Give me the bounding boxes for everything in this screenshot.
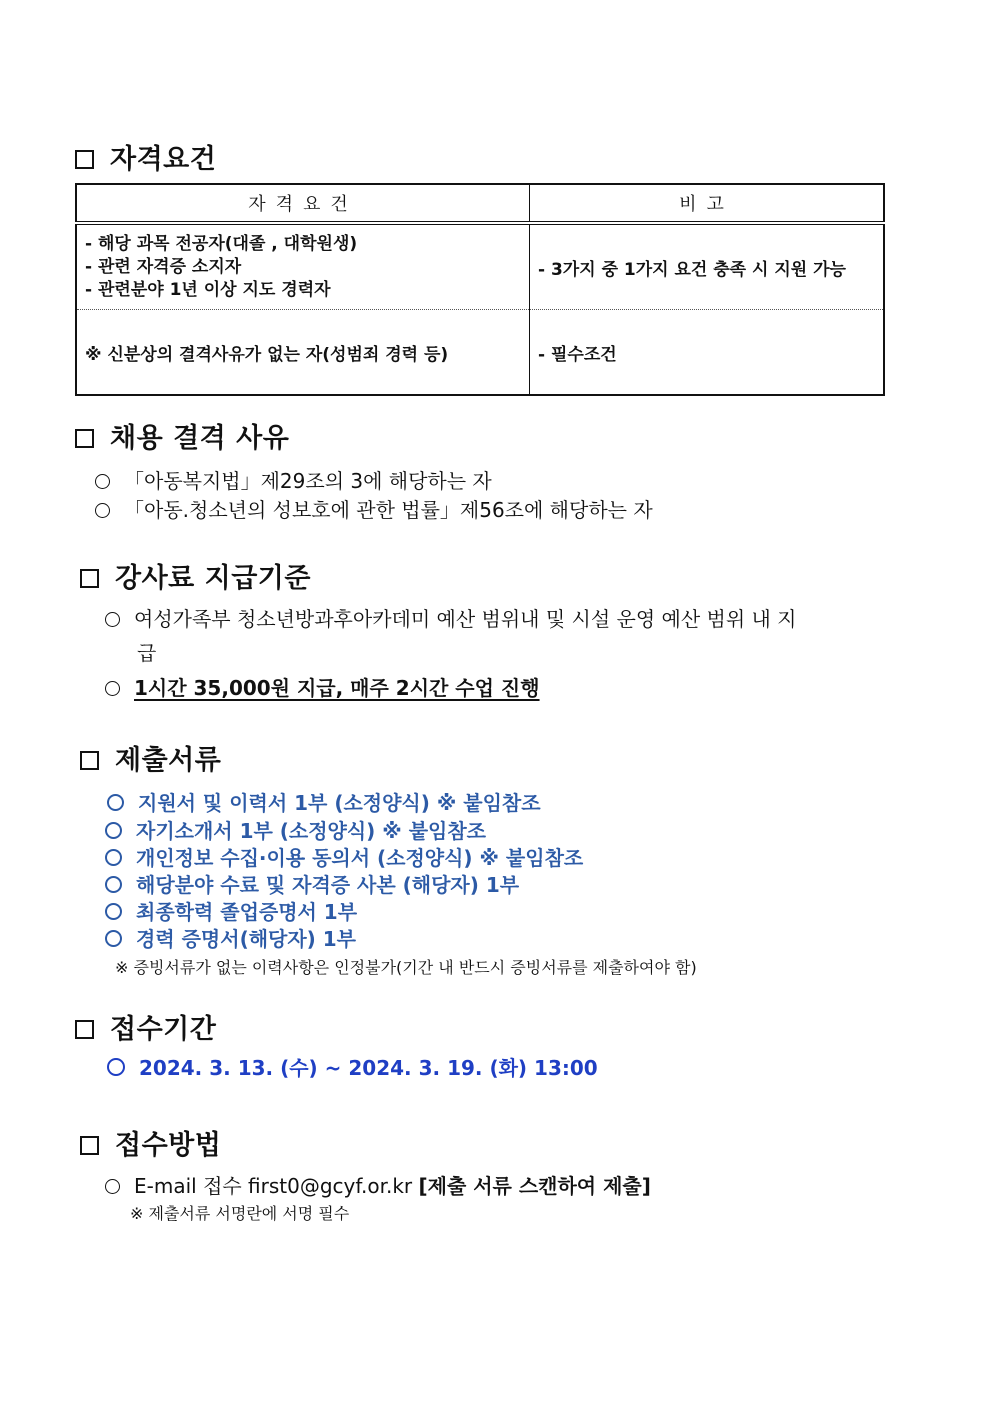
table-row — [76, 223, 884, 310]
period-heading: 접수기간 — [75, 1007, 216, 1046]
method-item: E-mail 접수 first0@gcyf.or.kr [제출 서류 스캔하여 제출] — [105, 1170, 651, 1199]
list-item: 「아동복지법」제29조의 3에 해당하는 자 — [95, 465, 492, 494]
circle-bullet-icon — [95, 503, 110, 518]
checkbox-square-icon — [80, 1136, 99, 1155]
circle-bullet-icon — [105, 822, 122, 839]
qualifications-table — [75, 183, 885, 396]
checkbox-square-icon — [80, 751, 99, 770]
note-cell: - 필수조건 — [538, 344, 617, 365]
list-item: 경력 증명서(해당자) 1부 — [105, 923, 356, 952]
list-item-continuation: 급 — [137, 641, 157, 665]
circle-bullet-icon — [105, 903, 122, 920]
checkbox-square-icon — [75, 1020, 94, 1039]
requirements-cell: ※ 신분상의 결격사유가 없는 자(성범죄 경력 등) — [76, 310, 530, 396]
list-item: 「아동.청소년의 성보호에 관한 법률」제56조에 해당하는 자 — [95, 494, 653, 523]
circle-bullet-icon — [107, 1058, 125, 1076]
list-item: 지원서 및 이력서 1부 (소정양식) ※ 붙임참조 — [107, 787, 541, 816]
circle-bullet-icon — [105, 612, 120, 627]
header-requirements: 자격요건 — [76, 184, 530, 223]
circle-bullet-icon — [105, 1179, 120, 1194]
checkbox-square-icon — [75, 429, 94, 448]
circle-bullet-icon — [105, 849, 122, 866]
header-note: 비고 — [530, 184, 885, 223]
list-item: 자기소개서 1부 (소정양식) ※ 붙임참조 — [105, 815, 486, 844]
period-value: 2024. 3. 13. (수) ~ 2024. 3. 19. (화) 13:00 — [107, 1052, 598, 1081]
circle-bullet-icon — [105, 876, 122, 893]
documents-heading: 제출서류 — [80, 738, 221, 777]
method-note: ※ 제출서류 서명란에 서명 필수 — [130, 1204, 350, 1223]
circle-bullet-icon — [107, 794, 124, 811]
list-item: 개인정보 수집·이용 동의서 (소정양식) ※ 붙임참조 — [105, 842, 583, 871]
circle-bullet-icon — [95, 474, 110, 489]
disqualification-heading: 채용 결격 사유 — [75, 416, 289, 455]
circle-bullet-icon — [105, 930, 122, 947]
list-item: 여성가족부 청소년방과후아카데미 예산 범위내 및 시설 운영 예산 범위 내 지 — [105, 603, 797, 632]
list-item: 최종학력 졸업증명서 1부 — [105, 896, 357, 925]
documents-note: ※ 증빙서류가 없는 이력사항은 인정불가(기간 내 반드시 증빙서류를 제출하여야 함) — [115, 958, 697, 977]
list-item: 1시간 35,000원 지급, 매주 2시간 수업 진행 — [105, 672, 540, 701]
list-item: 해당분야 수료 및 자격증 사본 (해당자) 1부 — [105, 869, 519, 898]
fee-heading: 강사료 지급기준 — [80, 556, 311, 595]
requirements-cell: - 해당 과목 전공자(대졸 , 대학원생) - 관련 자격증 소지자 - 관련분야 1년 이상 지도 경력자 — [76, 223, 530, 310]
table-header-row — [76, 184, 884, 223]
note-cell: - 3가지 중 1가지 요건 충족 시 지원 가능 — [530, 223, 885, 310]
checkbox-square-icon — [75, 150, 94, 169]
circle-bullet-icon — [105, 681, 120, 696]
method-heading: 접수방법 — [80, 1123, 221, 1162]
table-row — [76, 310, 884, 396]
qualifications-heading: 자격요건 — [75, 137, 216, 176]
checkbox-square-icon — [80, 569, 99, 588]
